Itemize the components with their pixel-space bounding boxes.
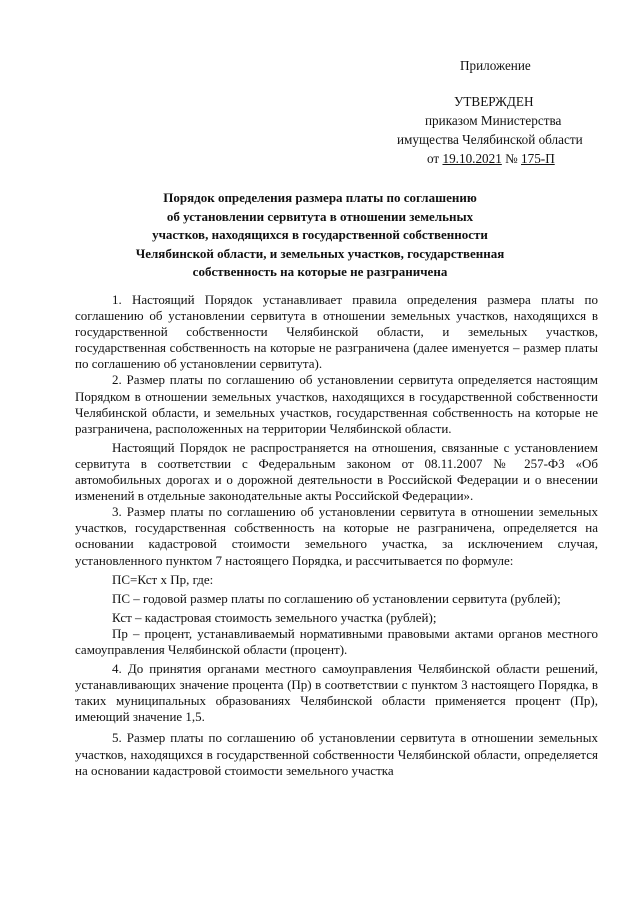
order-line-2: имущества Челябинской области <box>397 132 583 147</box>
order-date: 19.10.2021 <box>442 151 502 166</box>
paragraph: 4. До принятия органами местного самоуправления Челябинской области решений, устанавливающих значение процента (Пр) в соответствии с пунктом 3 настоящего Порядка, в таких муниципальных образованиях Челябинской области применяется процент (Пр), имеющий значение 1,5. <box>75 661 598 725</box>
approved-label: УТВЕРЖДЕН <box>454 94 534 109</box>
paragraph: Настоящий Порядок не распространяется на отношения, связанные с установлением сервитута в соответствии с Федеральным законом от 08.11.2007 № 257-ФЗ «Об автомобильных дорогах и о дорожной деятельности в Российской Федерации и о внесении изменений в отдельные законодательные акты Российской Федерации». <box>75 439 598 504</box>
title-line: об установлении сервитута в отношении земельных <box>166 208 474 224</box>
paragraph: Кст – кадастровая стоимость земельного участка (рублей); <box>112 609 437 625</box>
appendix-label: Приложение <box>460 58 531 73</box>
document-body <box>75 292 598 779</box>
paragraph: 1. Настоящий Порядок устанавливает правила определения размера платы по соглашению об установлении сервитута в отношении земельных участков, находящихся в государственной собственности Челябинской области, и земельных участков, государственная собственность на которые не разграничена (далее именуется – размер платы по соглашению об установлении сервитута). <box>75 292 598 372</box>
title-line: Порядок определения размера платы по соглашению <box>163 190 477 205</box>
document-title <box>80 189 560 282</box>
paragraph: ПС – годовой размер платы по соглашению об установлении сервитута (рублей); <box>112 590 561 606</box>
number-sign: № <box>501 151 522 166</box>
order-date-line <box>427 149 555 169</box>
order-line-1: приказом Министерства <box>425 113 562 128</box>
paragraph: 3. Размер платы по соглашению об установлении сервитута в отношении земельных участков, государственная собственность на которые не разграничена, определяется на основании кадастровой стоимости земельного участка, за исключением случая, установленного пунктом 7 настоящего Порядка, и рассчитывается по формуле: <box>75 504 598 568</box>
paragraph: 2. Размер платы по соглашению об установлении сервитута определяется настоящим Порядком в отношении земельных участков, находящихся в государственной собственности Челябинской области, и земельных участков, государственная собственность на которые не разграничена, расположенных на территории Челябинской области. <box>75 372 598 436</box>
date-prefix: от <box>427 151 443 166</box>
title-line: Челябинской области, и земельных участков, государственная <box>135 245 505 261</box>
title-line: собственность на которые не разграничена <box>192 264 448 279</box>
title-line: участков, находящихся в государственной собственности <box>152 227 488 242</box>
formula: ПС=Кст х Пр, где: <box>112 571 214 587</box>
order-number: 175-П <box>521 151 555 166</box>
paragraph: Пр – процент, устанавливаемый нормативными правовыми актами органов местного самоуправления Челябинской области (процент). <box>75 625 598 657</box>
paragraph: 5. Размер платы по соглашению об установлении сервитута в отношении земельных участков, находящихся в государственной собственности Челябинской области, определяется на основании кадастровой стоимости земельного участка <box>75 730 598 778</box>
